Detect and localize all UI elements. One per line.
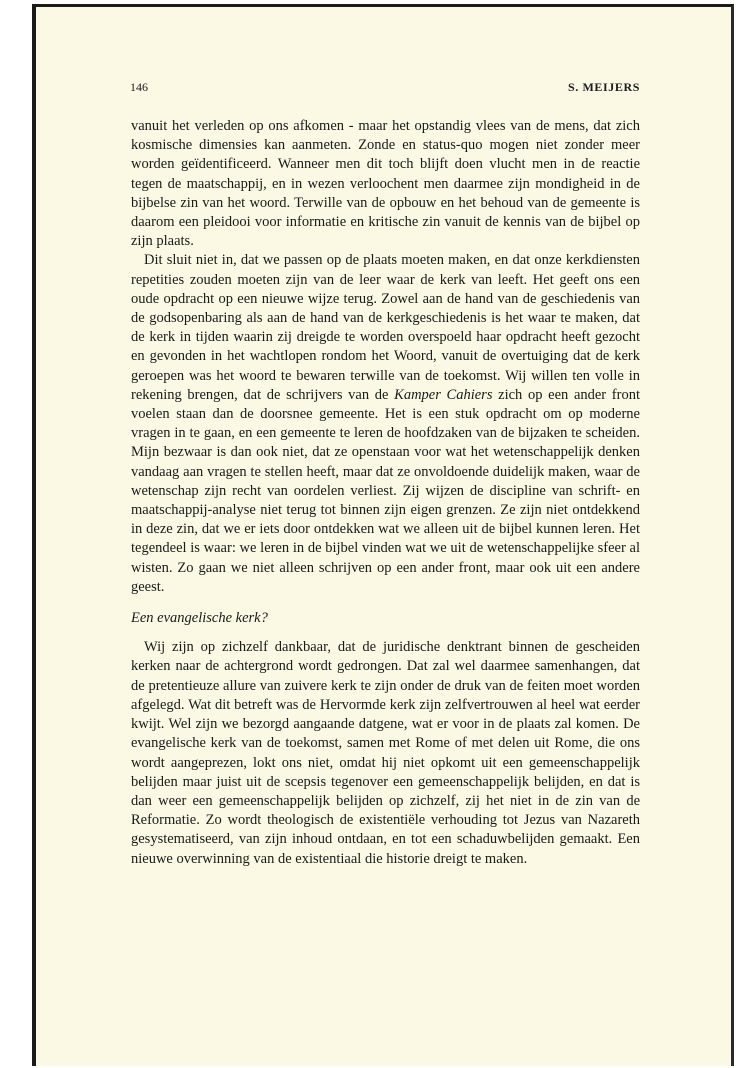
page-header bbox=[130, 80, 640, 96]
paragraph-text: Dit sluit niet in, dat we passen op de plaats moeten maken, en dat onze kerkdiensten repetities zouden moeten zijn van de leer waar de kerk van leeft. Het geeft ons een oude opdracht op een nieuwe wijze terug. Zowel aan de hand van de geschiedenis van de godsopenbaring als aan de hand van de kerkgeschiedenis is het waar te maken, dat de kerk in tijden waarin zij dreigde te worden overspoeld haar opdracht heeft gezocht en gevonden in het wachtlopen rondom het Woord, vanuit de overtuiging dat de kerk geroepen was het woord te bewaren terwille van de toekomst. Wij willen ten volle in rekening brengen, dat de schrijvers van de bbox=[131, 252, 640, 403]
paragraph: vanuit het verleden op ons afkomen - maar het opstandig vlees van de mens, dat zich kosmische dimensies kan aanmeten. Zonde en status-quo mogen niet zonder meer worden geïdentificeerd. Wanneer men dit toch blijft doen vlucht men in de reactie tegen de maatschappij, en in wezen verloochent men daarmee zijn mondigheid in de bijbelse zin van het woord. Terwille van de opbouw en het behoud van de gemeente is daarom een pleidooi voor informatie en kritische zin vanuit de kennis van de bijbel op zijn plaats. bbox=[131, 118, 640, 250]
body-text bbox=[131, 117, 640, 869]
paragraph bbox=[131, 251, 640, 597]
paragraph-text: zich op een ander front voelen staan dan de doorsnee gemeente. Het is een stuk opdracht om op moderne vragen in te gaan, en een gemeente te leren de hoofdzaken van de bijzaken te scheiden. Mijn bezwaar is dan ook niet, dat ze openstaan voor wat het wetenschappelijk denken vandaag aan vragen te stellen heeft, maar dat ze onvoldoende duidelijk maken, waar de wetenschap zijn recht van oordelen verliest. Zij wijzen de discipline van schrift- en maatschappij-analyse niet terug tot binnen zijn eigen grenzen. Ze zijn niet ontdekkend in deze zin, dat we er iets door ontdekken wat we alleen uit de bijbel kunnen leren. Het tegendeel is waar: we leren in de bijbel vinden wat we uit de wetenschappelijke sfeer al wisten. Zo gaan we niet alleen schrijven op een ander front, maar ook uit een andere geest. bbox=[131, 386, 640, 595]
running-head: S. MEIJERS bbox=[567, 80, 640, 94]
section-heading: Een evangelische kerk? bbox=[131, 610, 268, 627]
journal-title: Kamper Cahiers bbox=[394, 386, 493, 403]
page-number: 146 bbox=[130, 80, 148, 94]
paragraph: Wij zijn op zichzelf dankbaar, dat de juridische denktrant binnen de gescheiden kerken naar de achtergrond wordt gedrongen. Dat zal wel daarmee samenhangen, dat de pretentieuze allure van zuivere kerk te zijn onder de druk van de feiten moet worden afgelegd. Wat dit betreft was de Hervormde kerk zijn zelfvertrouwen al heel wat eerder kwijt. Wel zijn we bezorgd aangaande datgene, wat er voor in de plaats zal komen. De evangelische kerk van de toekomst, samen met Rome of met delen uit Rome, die ons wordt aangeprezen, lokt ons niet, omdat hij niet opkomt uit een gemeenschappelijk belijden maar juist uit de scepsis tegenover een gemeenschappelijk belijden, en dat is dan weer een gemeenschappelijk belijden op zichzelf, zij het niet in de zin van de Reformatie. Zo wordt theologisch de existentiële verhouding tot Jezus van Nazareth gesystematiseerd, van zijn inhoud ontdaan, en tot een schaduwbelijden gemaakt. Een nieuwe overwinning van de existentiaal die historie dreigt te maken. bbox=[131, 639, 640, 867]
